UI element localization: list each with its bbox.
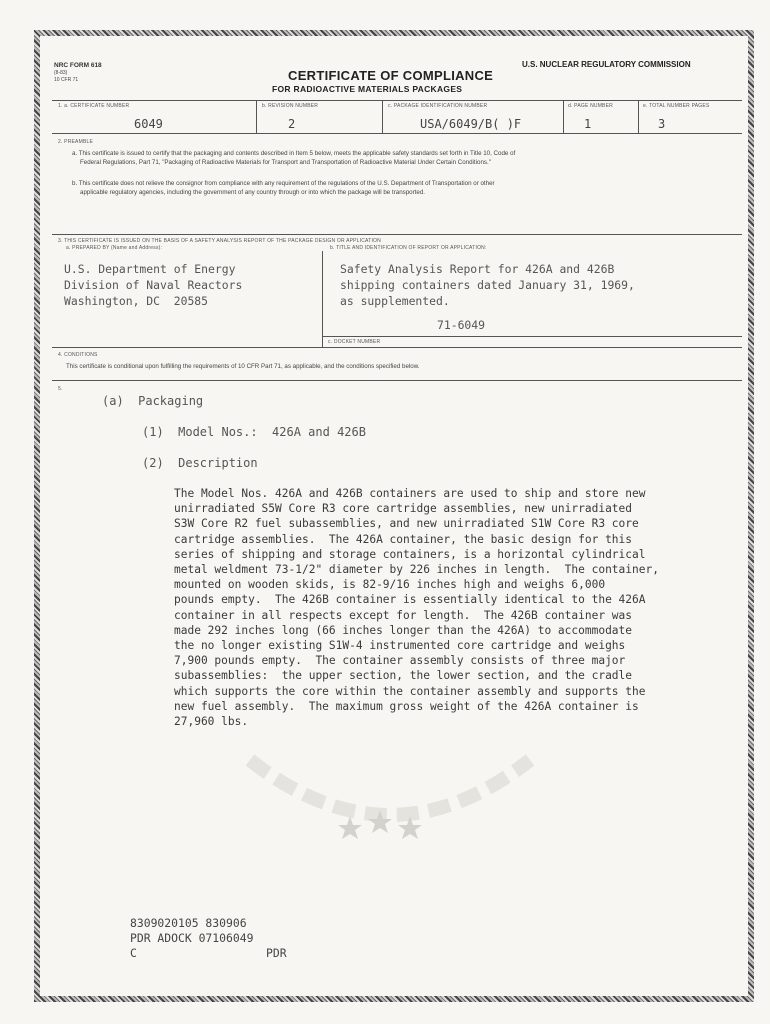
preamble-a-line2: Federal Regulations, Part 71, "Packaging of Radioactive Materials for Transport and Transportation of Radioactive Material Under Certain Conditions."	[80, 159, 491, 166]
model-numbers: (1) Model Nos.: 426A and 426B	[142, 425, 366, 439]
conditions-text: This certificate is conditional upon fulfilling the requirements of 10 CFR Part 71, as applicable, and the conditions specified below.	[66, 363, 420, 370]
form-number: NRC FORM 618	[54, 62, 102, 69]
revision-number: 2	[288, 117, 296, 131]
prepared-by-label: a. PREPARED BY (Name and Address):	[66, 245, 163, 251]
report-title-label: b. TITLE AND IDENTIFICATION OF REPORT OR APPLICATION:	[330, 245, 487, 251]
preamble-label: 2. PREAMBLE	[58, 139, 93, 145]
document-subtitle: FOR RADIOACTIVE MATERIALS PACKAGES	[272, 84, 463, 94]
section5-number: 5.	[58, 386, 63, 392]
document-title: CERTIFICATE OF COMPLIANCE	[288, 68, 494, 83]
certificate-number: 6049	[134, 117, 163, 131]
preamble-a-line1: a. This certificate is issued to certify that the packaging and contents described in Item 5 below, meets the applicable safety standards set forth in Title 10, Code of	[72, 150, 516, 157]
faint-seal-impression	[230, 720, 550, 860]
form-date: (8-83)	[54, 70, 68, 76]
total-pages: 3	[658, 117, 666, 131]
form-cfr: 10 CFR 71	[54, 77, 79, 83]
preamble-b-line2: applicable regulatory agencies, including the government of any country through or into which the package will be transported.	[80, 189, 425, 196]
certificate-number-label: 1. a. CERTIFICATE NUMBER	[58, 103, 130, 109]
revision-number-label: b. REVISION NUMBER	[262, 103, 319, 109]
report-title-line1: Safety Analysis Report for 426A and 426B	[340, 262, 615, 276]
report-title-line3: as supplemented.	[340, 294, 450, 308]
section3-label: 3. THIS CERTIFICATE IS ISSUED ON THE BASIS OF A SAFETY ANALYSIS REPORT OF THE PACKAGE DESIGN OR APPLICATION	[58, 238, 381, 244]
total-pages-label: e. TOTAL NUMBER PAGES	[643, 103, 710, 109]
conditions-label: 4. CONDITIONS	[58, 352, 98, 358]
description-text: The Model Nos. 426A and 426B containers are used to ship and store new unirradiated S5W Core R3 core cartridge assemblies, new unirradiated S3W Core R2 fuel subassemblies, and new unirradiated S1W Core R3 core cartridge assemblies. The 426A container, the basic design for this series of shipping and storage containers, is a horizontal cylindrical metal weldment 73-1/2" diameter by 226 inches in length. The container, mounted on wooden skids, is 82-9/16 inches high and weighs 6,000 pounds empty. The 426B container is essentially identical to the 426A container in all respects except for length. The 426B container was made 292 inches long (66 inches longer than the 426A) to accommodate the no longer existing S1W-4 instrumented core cartridge and weighs 7,900 pounds empty. The container assembly consists of three major subassemblies: the upper section, the lower section, and the cradle which supports the core within the container assembly and supports the new fuel assembly. The maximum gross weight of the 426A container is 27,960 lbs.	[174, 487, 659, 729]
agency-name: U.S. NUCLEAR REGULATORY COMMISSION	[522, 60, 691, 69]
footer-line1: 8309020105 830906	[130, 916, 247, 930]
footer-line2: PDR ADOCK 07106049	[130, 931, 254, 945]
packaging-heading: (a) Packaging	[102, 394, 204, 408]
package-id: USA/6049/B( )F	[420, 117, 522, 131]
prepared-by-line2: Division of Naval Reactors	[64, 278, 243, 292]
report-title-line2: shipping containers dated January 31, 1969,	[340, 278, 635, 292]
package-id-label: c. PACKAGE IDENTIFICATION NUMBER	[388, 103, 488, 109]
docket-number-label: c. DOCKET NUMBER	[328, 339, 381, 345]
prepared-by-line3: Washington, DC 20585	[64, 294, 209, 308]
docket-number: 71-6049	[437, 318, 486, 332]
footer-line3-left: C	[130, 946, 137, 960]
preamble-b-line1: b. This certificate does not relieve the consignor from compliance with any requirement of the regulations of the U.S. Department of Transportation or other	[72, 180, 495, 187]
page-number: 1	[584, 117, 592, 131]
page-number-label: d. PAGE NUMBER	[568, 103, 613, 109]
footer-line3-right: PDR	[266, 946, 287, 960]
prepared-by-line1: U.S. Department of Energy	[64, 262, 236, 276]
description-heading: (2) Description	[142, 456, 258, 470]
